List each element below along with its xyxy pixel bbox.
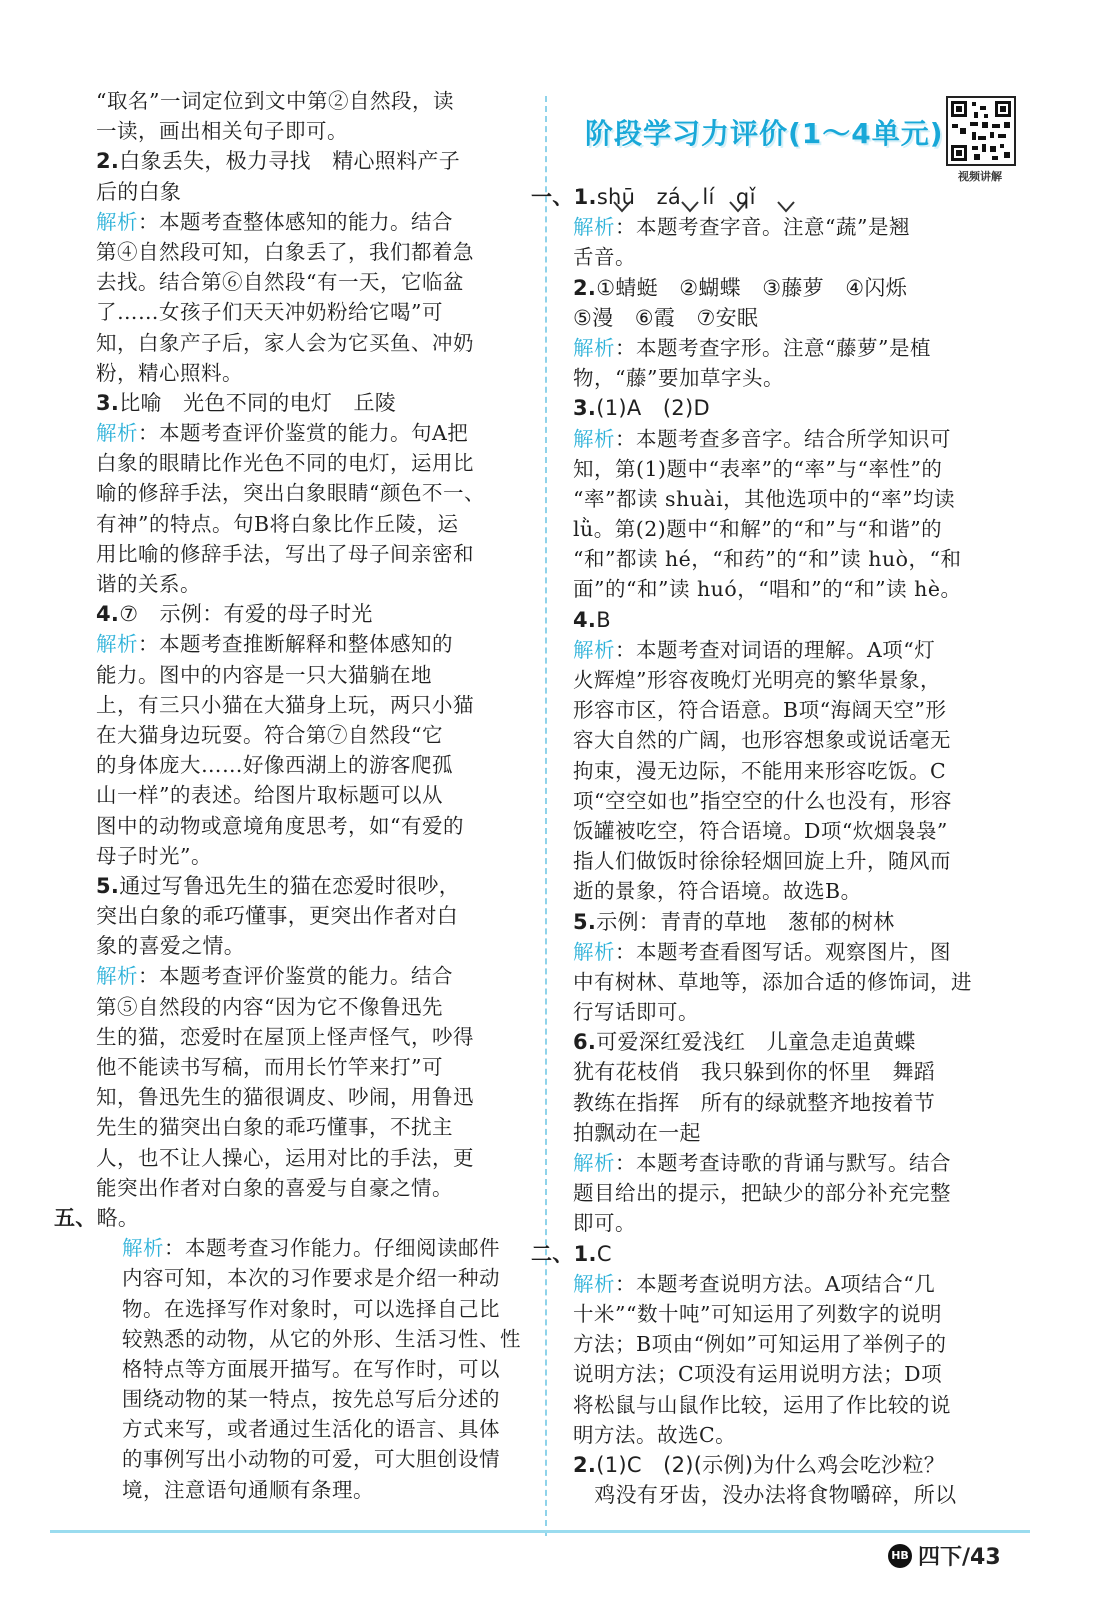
line-text: 可爱深红爱浅红 儿童急走追黄蝶 — [596, 1030, 916, 1055]
line-text: 他不能读书写稿，而用长竹竿来打”可 — [96, 1055, 443, 1079]
question-number: 4. — [573, 607, 597, 632]
line-text: 通过写鲁迅先生的猫在恋爱时很吵， — [119, 873, 461, 898]
text-line — [573, 544, 1017, 574]
line-text: 饭罐被吃空，符合语境。D项“炊烟袅袅” — [573, 818, 948, 843]
analysis-tag: 解析 — [573, 335, 615, 360]
line-text: 去找。结合第⑥自然段“有一天，它临盆 — [96, 270, 464, 295]
line-text: 比喻 光色不同的电灯 丘陵 — [119, 390, 397, 415]
text-line — [573, 695, 1017, 725]
text-line — [96, 811, 516, 841]
text-line — [96, 841, 516, 871]
text-line — [531, 1239, 1017, 1269]
line-text: 舌音。 — [573, 245, 636, 270]
line-text: 十米”“数十吨”可知运用了列数字的说明 — [573, 1301, 942, 1326]
text-line — [573, 937, 1017, 967]
line-text: 母子时光”。 — [96, 843, 212, 868]
line-text: “取名”一词定位到文中第②自然段，读 — [96, 89, 454, 113]
line-text: 将松鼠与山鼠作比较，运用了作比较的说 — [573, 1392, 951, 1417]
text-line — [573, 454, 1017, 484]
text-line — [573, 333, 1017, 363]
text-line — [96, 901, 516, 931]
analysis-tag: 解析 — [96, 632, 138, 657]
line-text: 象的喜爱之情。 — [96, 934, 246, 959]
line-text: 围绕动物的某一特点，按先总写后分述的 — [122, 1387, 500, 1412]
text-line — [96, 116, 516, 146]
text-line — [96, 86, 516, 116]
text-line — [573, 1390, 1017, 1420]
text-line — [96, 509, 516, 539]
line-text: 行写话即可。 — [573, 1000, 699, 1025]
analysis-tag: 解析 — [573, 1271, 615, 1296]
line-text: 题目给出的提示，把缺少的部分补充完整 — [573, 1181, 951, 1206]
text-line — [573, 1269, 1017, 1299]
text-line — [96, 418, 516, 448]
question-number: 3. — [96, 390, 120, 415]
line-text: ：本题考查多音字。结合所学知识可 — [615, 426, 951, 451]
text-line — [573, 786, 1017, 816]
line-text: 明方法。故选C。 — [573, 1422, 737, 1447]
line-text: 知，白象产子后，家人会为它买鱼、冲奶 — [96, 330, 474, 355]
line-text: ⑦ 示例：有爱的母子时光 — [119, 602, 373, 627]
line-text: 境，注意语句通顺有条理。 — [122, 1477, 374, 1502]
edition-badge: HB — [888, 1544, 912, 1568]
analysis-tag: 解析 — [573, 215, 615, 240]
text-line — [96, 388, 516, 418]
text-line — [96, 780, 516, 810]
text-line — [573, 242, 1017, 272]
line-text: 先生的猫突出白象的乖巧懂事，不扰主 — [96, 1115, 453, 1140]
text-line — [96, 237, 516, 267]
question-number: 5. — [573, 909, 597, 934]
text-line — [573, 424, 1017, 454]
line-text: (1)A (2)D — [596, 396, 710, 421]
text-line — [573, 846, 1017, 876]
text-line — [96, 1444, 516, 1474]
line-text: 人，也不让人操心，运用对比的手法，更 — [96, 1145, 474, 1170]
text-line — [96, 1354, 516, 1384]
text-line — [96, 177, 516, 207]
line-text: 突出白象的乖巧懂事，更突出作者对白 — [96, 904, 459, 929]
text-line — [96, 1475, 516, 1505]
text-line — [573, 1148, 1017, 1178]
line-text: ：本题考查对词语的理解。A项“灯 — [615, 637, 936, 662]
line-text: 即可。 — [573, 1211, 636, 1236]
text-line — [96, 569, 516, 599]
text-line — [573, 1420, 1017, 1450]
text-line — [96, 1324, 521, 1354]
line-text: ：本题考查字音。注意“蔬”是翘 — [615, 215, 910, 240]
qr-code[interactable] — [946, 96, 1016, 166]
line-text: ：本题考查习作能力。仔细阅读邮件 — [164, 1236, 500, 1261]
line-text: 火辉煌”形容夜晚灯光明亮的繁华景象， — [573, 668, 941, 692]
text-line — [573, 907, 1017, 937]
section-number: 五、 — [54, 1205, 97, 1230]
line-text: B — [596, 607, 611, 632]
text-line — [96, 207, 516, 237]
text-line — [96, 267, 516, 297]
text-line — [96, 1082, 516, 1112]
line-text: shū zá lí qǐ — [596, 185, 756, 209]
text-line — [573, 303, 1017, 333]
text-line — [573, 997, 1017, 1027]
line-text: 项“空空如也”指空空的什么也没有，形容 — [573, 788, 952, 813]
text-line — [573, 273, 1017, 303]
line-text: 的身体庞大……好像西湖上的游客爬孤 — [96, 753, 453, 778]
analysis-tag: 解析 — [122, 1236, 164, 1261]
line-text: lǜ。第(2)题中“和解”的“和”与“和谐”的 — [573, 517, 943, 542]
text-line — [96, 1173, 516, 1203]
line-text: 了……女孩子们天天冲奶粉给它喝”可 — [96, 300, 443, 325]
text-line — [573, 635, 1017, 665]
line-text: 白象的眼睛比作光色不同的电灯，运用比 — [96, 451, 474, 476]
line-text: 面”的“和”读 huó，“唱和”的“和”读 hè。 — [573, 577, 962, 602]
line-text: ：本题考查诗歌的背诵与默写。结合 — [615, 1151, 951, 1175]
text-line — [96, 1112, 516, 1142]
qr-code-icon — [948, 98, 1014, 164]
line-text: ：本题考查字形。注意“藤萝”是植 — [615, 335, 931, 360]
line-text: 指人们做饭时徐徐轻烟回旋上升，随风而 — [573, 849, 951, 874]
text-line — [573, 1299, 1017, 1329]
page-number: 四下/43 — [918, 1545, 1001, 1570]
text-line — [96, 992, 516, 1022]
text-line — [573, 1450, 1017, 1480]
text-line — [573, 756, 1017, 786]
line-text: 方式来写，或者通过生活化的语言、具体 — [122, 1417, 500, 1442]
line-text: 后的白象 — [96, 179, 182, 204]
line-text: 图中的动物或意境角度思考，如“有爱的 — [96, 813, 464, 838]
line-text: ：本题考查评价鉴赏的能力。句A把 — [138, 421, 469, 446]
line-text: 示例：青青的草地 葱郁的树林 — [596, 909, 895, 934]
text-line — [573, 1480, 1017, 1510]
text-line — [96, 1143, 516, 1173]
question-number: 3. — [573, 396, 597, 421]
left-column — [54, 86, 521, 1505]
line-text: ：本题考查整体感知的能力。结合 — [138, 209, 453, 234]
line-text: 格特点等方面展开描写。在写作时，可以 — [122, 1356, 500, 1381]
analysis-tag: 解析 — [96, 964, 138, 989]
text-line — [573, 967, 1017, 997]
question-number: 5. — [96, 873, 120, 898]
line-text: 中有树林、草地等，添加合适的修饰词，进 — [573, 969, 972, 994]
line-text: 物。在选择写作对象时，可以选择自己比 — [122, 1296, 500, 1321]
text-line — [96, 328, 516, 358]
line-text: 拍飘动在一起 — [573, 1120, 701, 1145]
text-line — [573, 393, 1017, 423]
text-line — [573, 605, 1017, 635]
question-number: 2. — [573, 275, 597, 300]
section-number: 一、 — [531, 185, 574, 209]
question-number: 4. — [96, 602, 120, 627]
text-line — [573, 1088, 1017, 1118]
footer-rule — [50, 1530, 1030, 1533]
text-line — [573, 212, 1017, 242]
text-line — [96, 478, 516, 508]
text-line — [96, 1294, 516, 1324]
text-line — [573, 876, 1017, 906]
line-text: 知，第(1)题中“表率”的“率”与“率性”的 — [573, 456, 943, 481]
text-line — [96, 599, 516, 629]
line-text: 粉，精心照料。 — [96, 360, 243, 385]
analysis-tag: 解析 — [573, 939, 615, 964]
line-text: 用比喻的修辞手法，写出了母子间亲密和 — [96, 541, 474, 566]
text-line — [96, 690, 516, 720]
right-column — [531, 182, 1017, 1510]
text-line — [96, 720, 516, 750]
analysis-tag: 解析 — [573, 637, 615, 662]
section-title: 阶段学习力评价(1～4单元) — [585, 117, 944, 150]
analysis-tag: 解析 — [96, 209, 138, 234]
question-number: 6. — [573, 1030, 597, 1055]
line-text: 一读，画出相关句子即可。 — [96, 119, 348, 144]
line-text: 白象丢失，极力寻找 精心照料产子 — [119, 149, 461, 174]
text-line — [96, 358, 516, 388]
line-text: “和”都读 hé，“和药”的“和”读 huò，“和 — [573, 547, 962, 572]
qr-caption: 视频讲解 — [958, 170, 1002, 183]
line-text: C — [596, 1241, 612, 1266]
analysis-tag: 解析 — [96, 421, 138, 446]
text-line — [96, 1022, 516, 1052]
text-line — [96, 931, 516, 961]
text-line — [573, 725, 1017, 755]
text-line — [96, 297, 516, 327]
line-text: 教练在指挥 所有的绿就整齐地按着节 — [573, 1090, 936, 1115]
text-line — [96, 1052, 516, 1082]
line-text: 的事例写出小动物的可爱，可大胆创设情 — [122, 1447, 500, 1472]
line-text: 上，有三只小猫在大猫身上玩，两只小猫 — [96, 692, 474, 717]
line-text: 在大猫身边玩耍。符合第⑦自然段“它 — [96, 722, 443, 747]
line-text: 较熟悉的动物，从它的外形、生活习性、性 — [122, 1326, 521, 1351]
text-line — [96, 1263, 516, 1293]
text-line — [573, 574, 1017, 604]
line-text: 说明方法；C项没有运用说明方法；D项 — [573, 1362, 943, 1387]
line-text: 第④自然段可知，白象丢了，我们都着急 — [96, 239, 474, 264]
line-text: ：本题考查说明方法。A项结合“几 — [615, 1271, 936, 1296]
line-text: 生的猫，恋爱时在屋顶上怪声怪气，吵得 — [96, 1024, 474, 1049]
line-text: 能力。图中的内容是一只大猫躺在地 — [96, 662, 432, 687]
text-line — [96, 1384, 516, 1414]
text-line — [573, 1057, 1017, 1087]
text-line — [54, 1203, 516, 1233]
line-text: 知，鲁迅先生的猫很调皮、吵闹，用鲁迅 — [96, 1085, 474, 1110]
line-text: ⑤漫 ⑥霞 ⑦安眠 — [573, 305, 759, 330]
text-line — [573, 816, 1017, 846]
line-text: 鸡没有牙齿，没办法将食物嚼碎，所以 — [573, 1483, 957, 1508]
line-text: 拘束，漫无边际，不能用来形容吃饭。C — [573, 758, 947, 783]
line-text: 能突出作者对白象的喜爱与自豪之情。 — [96, 1175, 453, 1200]
text-line — [96, 629, 516, 659]
line-text: 谐的关系。 — [96, 572, 201, 596]
line-text: 山一样”的表述。给图片取标题可以从 — [96, 783, 443, 808]
text-line — [573, 1329, 1017, 1359]
column-divider — [545, 96, 547, 1536]
line-text: 内容可知，本次的习作要求是介绍一种动 — [122, 1266, 500, 1291]
question-number: 1. — [573, 1241, 597, 1266]
line-text: 有神”的特点。句B将白象比作丘陵，运 — [96, 511, 459, 536]
text-line — [573, 1178, 1017, 1208]
line-text: 喻的修辞手法，突出白象眼睛“颜色不一、 — [96, 481, 485, 506]
analysis-tag: 解析 — [573, 426, 615, 451]
line-text: ①蜻蜓 ②蝴蝶 ③藤萝 ④闪烁 — [596, 275, 908, 300]
text-line — [96, 1233, 516, 1263]
question-number: 2. — [96, 149, 120, 174]
line-text: 第⑤自然段的内容“因为它不像鲁迅先 — [96, 994, 443, 1019]
text-line — [96, 660, 516, 690]
text-line — [531, 182, 1017, 212]
text-line — [96, 871, 516, 901]
text-line — [573, 1359, 1017, 1389]
text-line — [96, 1414, 516, 1444]
text-line — [96, 146, 516, 176]
question-number: 2. — [573, 1452, 597, 1477]
text-line — [573, 665, 1017, 695]
text-line — [573, 484, 1017, 514]
text-line — [573, 363, 1017, 393]
text-line — [96, 961, 516, 991]
line-text: 略。 — [96, 1205, 140, 1230]
line-text: “率”都读 shuài，其他选项中的“率”均读 — [573, 486, 956, 511]
line-text: (1)C (2)(示例)为什么鸡会吃沙粒？ — [596, 1452, 946, 1477]
text-line — [96, 539, 516, 569]
line-text: ：本题考查推断解释和整体感知的 — [138, 632, 453, 657]
line-text: 逝的景象，符合语境。故选B。 — [573, 879, 862, 904]
text-line — [573, 1118, 1017, 1148]
line-text: ：本题考查评价鉴赏的能力。结合 — [138, 964, 453, 989]
text-line — [573, 1208, 1017, 1238]
line-text: 方法；B项由“例如”可知运用了举例子的 — [573, 1332, 947, 1357]
text-line — [96, 750, 516, 780]
analysis-tag: 解析 — [573, 1151, 615, 1175]
line-text: 犹有花枝俏 我只躲到你的怀里 舞蹈 — [573, 1060, 936, 1085]
question-number: 1. — [573, 185, 597, 209]
line-text: ：本题考查看图写话。观察图片，图 — [615, 939, 951, 964]
line-text: 物，“藤”要加草字头。 — [573, 366, 784, 391]
text-line — [96, 448, 516, 478]
text-line — [573, 514, 1017, 544]
text-line — [573, 1027, 1017, 1057]
line-text: 容大自然的广阔，也形容想象或说话毫无 — [573, 728, 951, 753]
section-number: 二、 — [531, 1241, 574, 1266]
line-text: 形容市区，符合语意。B项“海阔天空”形 — [573, 698, 947, 723]
